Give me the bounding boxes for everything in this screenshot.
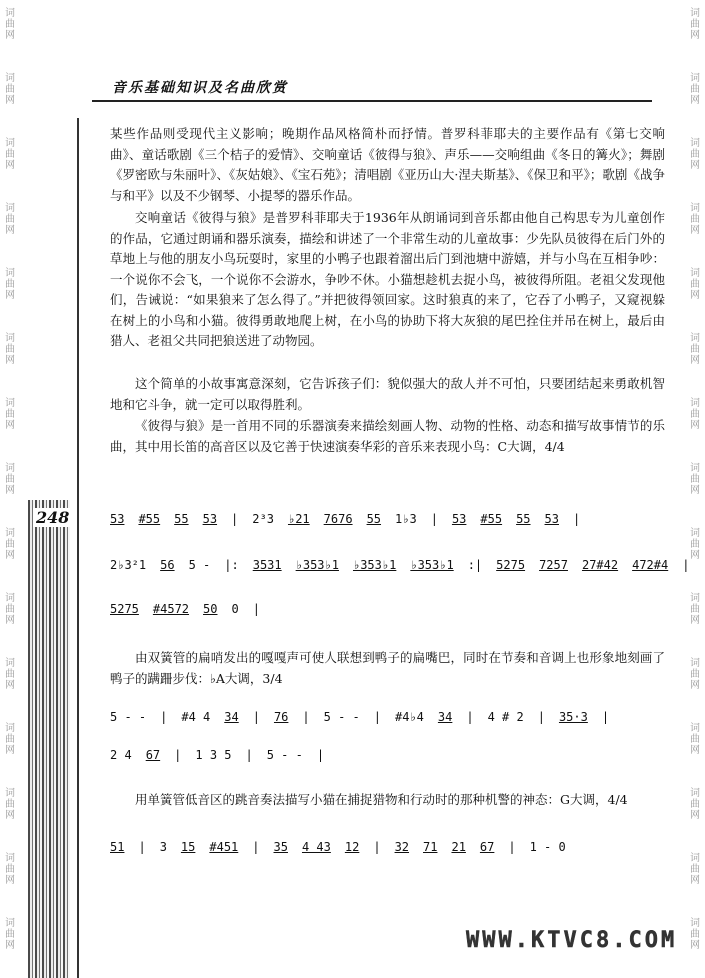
watermark-char: 词 — [5, 398, 15, 409]
watermark-char: 网 — [690, 95, 700, 106]
note-group: 34 — [437, 710, 453, 724]
watermark-char: 曲 — [5, 474, 15, 485]
watermark-char: 词 — [690, 788, 700, 799]
watermark-char: 曲 — [690, 864, 700, 875]
watermark-char: 词 — [5, 593, 15, 604]
bar-line: | — [138, 840, 146, 854]
score-cat-row-1 — [110, 840, 580, 854]
watermark-char: 曲 — [5, 799, 15, 810]
watermark-char: 词 — [5, 73, 15, 84]
watermark-char: 网 — [5, 875, 15, 886]
watermark-char: 曲 — [690, 19, 700, 30]
watermark-char: 词 — [690, 333, 700, 344]
watermark-group — [685, 918, 705, 951]
watermark-char: 词 — [690, 398, 700, 409]
note-group: 1 - 0 — [529, 840, 566, 854]
paragraph-4: 《彼得与狼》是一首用不同的乐器演奏来描绘刻画人物、动物的性格、动态和描写故事情节的乐曲，其中用长笛的高音区以及它善于快速演奏华彩的音乐来表现小鸟：C大调，4/4 — [110, 418, 665, 454]
note-group: 5 - - — [110, 710, 147, 724]
watermark-char: 网 — [5, 550, 15, 561]
note-group: 2♭3²1 — [110, 558, 147, 572]
watermark-char: 曲 — [5, 19, 15, 30]
watermark-group — [685, 268, 705, 301]
watermark-group — [685, 723, 705, 756]
watermark-char: 网 — [5, 745, 15, 756]
note-group: 1♭3 — [395, 512, 417, 526]
watermark-char: 词 — [5, 918, 15, 929]
watermark-char: 网 — [690, 160, 700, 171]
note-group: 53 — [544, 512, 559, 526]
watermark-char: 词 — [690, 528, 700, 539]
watermark-char: 网 — [5, 355, 15, 366]
watermark-group — [0, 73, 20, 106]
watermark-char: 网 — [5, 615, 15, 626]
bar-line: | — [373, 840, 381, 854]
watermark-char: 曲 — [5, 734, 15, 745]
watermark-char: 曲 — [690, 539, 700, 550]
watermark-char: 曲 — [5, 864, 15, 875]
score-bird-row-2 — [110, 558, 703, 572]
watermark-char: 网 — [690, 745, 700, 756]
paragraph-cat: 用单簧管低音区的跳音奏法描写小猫在捕捉猎物和行动时的那种机警的神态：G大调，4/4 — [135, 792, 628, 807]
watermark-char: 网 — [690, 940, 700, 951]
bar-line: | — [508, 840, 516, 854]
watermark-group — [685, 333, 705, 366]
paragraph-2: 交响童话《彼得与狼》是普罗科菲耶夫于1936年从朗诵词到音乐都由他自己构思专为儿童创作的作品，它通过朗诵和器乐演奏，描绘和讲述了一个非常生动的儿童故事：少先队员彼得在后门外的草地上与他的朋友小鸟玩耍时，家里的小鸭子也跟着溜出后门到池塘中游嬉，并与小鸟在互相争吵：一个说你不会飞，一个说你不会游水，争吵不休。小猫想趁机去捉小鸟，被彼得所阻。老祖父发现他们，告诫说：“如果狼来了怎么得了。”并把彼得领回家。这时狼真的来了，它吞了小鸭子，又窥视躲在树上的小鸟和小猫。彼得勇敢地爬上树，在小鸟的协助下将大灰狼的尾巴拴住并吊在树上，最后由猎人、老祖父共同把狼送进了动物园。 — [110, 210, 665, 348]
watermark-char: 曲 — [5, 214, 15, 225]
watermark-char: 曲 — [5, 149, 15, 160]
score-duck-row-2 — [110, 748, 338, 762]
note-group: 12 — [344, 840, 360, 854]
watermark-group — [0, 593, 20, 626]
footer-logo: WWW.KTVC8.COM — [466, 928, 678, 953]
bar-line: | — [252, 602, 260, 616]
watermark-char: 网 — [5, 680, 15, 691]
watermark-group — [685, 788, 705, 821]
paragraph-duck: 由双簧管的扁哨发出的嘎嘎声可使人联想到鸭子的扁嘴巴，同时在节奏和音调上也形象地刻画了鸭子的蹒跚步伐：♭A大调，3/4 — [110, 650, 665, 686]
note-group: 3 — [159, 840, 167, 854]
watermark-char: 网 — [690, 290, 700, 301]
watermark-group — [0, 918, 20, 951]
watermark-char: 词 — [690, 723, 700, 734]
note-group: 53 — [451, 512, 467, 526]
note-group: 7257 — [539, 558, 568, 572]
watermark-char: 网 — [5, 940, 15, 951]
watermark-char: 网 — [5, 485, 15, 496]
watermark-char: 曲 — [690, 929, 700, 940]
scan-edge-band — [28, 500, 70, 978]
watermark-char: 网 — [5, 810, 15, 821]
note-group: 2 4 — [110, 748, 132, 762]
margin-rule — [77, 118, 79, 978]
note-group: 4 43 — [301, 840, 331, 854]
watermark-char: 词 — [5, 268, 15, 279]
watermark-char: 网 — [690, 30, 700, 41]
watermark-char: 曲 — [5, 604, 15, 615]
bar-line: :| — [467, 558, 483, 572]
bar-line: | — [572, 512, 581, 526]
watermark-group — [0, 658, 20, 691]
note-group: ♭21 — [287, 512, 310, 526]
watermark-group — [685, 528, 705, 561]
watermark-char: 曲 — [5, 539, 15, 550]
watermark-char: 词 — [5, 853, 15, 864]
watermark-char: 网 — [690, 485, 700, 496]
watermark-group — [0, 528, 20, 561]
watermark-char: 词 — [690, 203, 700, 214]
watermark-char: 词 — [5, 528, 15, 539]
note-group: 55 — [516, 512, 531, 526]
bar-line: | — [174, 748, 182, 762]
watermark-group — [0, 203, 20, 236]
watermark-char: 曲 — [5, 344, 15, 355]
watermark-char: 词 — [5, 463, 15, 474]
watermark-char: 曲 — [690, 734, 700, 745]
watermark-char: 曲 — [690, 799, 700, 810]
watermark-group — [685, 73, 705, 106]
watermark-char: 曲 — [690, 344, 700, 355]
note-group: 32 — [394, 840, 410, 854]
watermark-char: 网 — [5, 160, 15, 171]
watermark-char: 词 — [690, 658, 700, 669]
left-watermark-strip — [0, 0, 20, 978]
header-title: 音乐基础知识及名曲欣赏 — [112, 80, 288, 96]
note-group: 3531 — [252, 558, 282, 572]
watermark-char: 网 — [690, 615, 700, 626]
bar-line: | — [245, 748, 253, 762]
watermark-char: 词 — [690, 593, 700, 604]
watermark-group — [685, 658, 705, 691]
note-group: #55 — [480, 512, 503, 526]
note-group: 56 — [160, 558, 175, 572]
watermark-char: 网 — [690, 420, 700, 431]
note-group: #4♭4 — [395, 710, 424, 724]
note-group: #4 4 — [181, 710, 211, 724]
note-group: 55 — [174, 512, 189, 526]
watermark-char: 词 — [5, 8, 15, 19]
header-rule — [92, 100, 652, 102]
watermark-group — [0, 853, 20, 886]
score-duck-row-1 — [110, 710, 623, 724]
watermark-group — [0, 398, 20, 431]
watermark-char: 网 — [5, 95, 15, 106]
watermark-group — [685, 8, 705, 41]
watermark-char: 网 — [690, 550, 700, 561]
watermark-char: 曲 — [690, 279, 700, 290]
watermark-char: 词 — [5, 203, 15, 214]
watermark-char: 词 — [690, 853, 700, 864]
watermark-group — [0, 723, 20, 756]
watermark-group — [685, 398, 705, 431]
note-group: #451 — [209, 840, 239, 854]
watermark-char: 网 — [5, 30, 15, 41]
watermark-char: 词 — [690, 268, 700, 279]
watermark-char: 曲 — [690, 669, 700, 680]
note-group: 76 — [273, 710, 289, 724]
watermark-char: 词 — [5, 723, 15, 734]
bar-line: | — [466, 710, 474, 724]
bar-line: | — [537, 710, 545, 724]
watermark-char: 曲 — [5, 279, 15, 290]
note-group: 472#4 — [632, 558, 669, 572]
watermark-char: 网 — [5, 225, 15, 236]
watermark-group — [0, 138, 20, 171]
note-group: 5275 — [496, 558, 526, 572]
watermark-char: 曲 — [690, 409, 700, 420]
watermark-char: 网 — [690, 225, 700, 236]
note-group: 21 — [451, 840, 466, 854]
watermark-group — [685, 203, 705, 236]
watermark-char: 词 — [690, 918, 700, 929]
bar-line: | — [252, 710, 260, 724]
score-bird-row-1 — [110, 512, 594, 526]
bar-line: | — [231, 512, 239, 526]
watermark-char: 曲 — [690, 604, 700, 615]
watermark-group — [0, 268, 20, 301]
watermark-char: 网 — [5, 290, 15, 301]
watermark-group — [0, 463, 20, 496]
watermark-char: 词 — [690, 463, 700, 474]
note-group: 2³3 — [252, 512, 274, 526]
note-group: 35 — [273, 840, 288, 854]
note-group: 7676 — [323, 512, 353, 526]
note-group: ♭353♭1 — [352, 558, 397, 572]
bar-line: |: — [224, 558, 239, 572]
note-group: 5 - - — [323, 710, 360, 724]
bar-line: | — [252, 840, 260, 854]
note-group: ♭353♭1 — [410, 558, 454, 572]
watermark-group — [685, 853, 705, 886]
note-group: #55 — [138, 512, 161, 526]
watermark-char: 曲 — [690, 84, 700, 95]
watermark-char: 词 — [690, 8, 700, 19]
watermark-group — [0, 788, 20, 821]
note-group: 27#42 — [581, 558, 619, 572]
note-group: 67 — [145, 748, 161, 762]
watermark-group — [0, 8, 20, 41]
note-group: 53 — [202, 512, 218, 526]
note-group: ♭353♭1 — [295, 558, 339, 572]
note-group: 15 — [180, 840, 196, 854]
note-group: 55 — [366, 512, 382, 526]
watermark-group — [0, 333, 20, 366]
watermark-char: 词 — [5, 333, 15, 344]
bar-line: | — [430, 512, 438, 526]
watermark-char: 词 — [5, 788, 15, 799]
watermark-char: 网 — [690, 680, 700, 691]
watermark-char: 网 — [5, 420, 15, 431]
note-group: 51 — [110, 840, 125, 854]
watermark-char: 网 — [690, 810, 700, 821]
watermark-char: 网 — [690, 875, 700, 886]
note-group: 34 — [224, 710, 239, 724]
watermark-char: 词 — [5, 658, 15, 669]
note-group: 67 — [479, 840, 495, 854]
watermark-char: 词 — [5, 138, 15, 149]
watermark-group — [685, 593, 705, 626]
note-group: 71 — [423, 840, 438, 854]
watermark-group — [685, 463, 705, 496]
bar-line: | — [316, 748, 325, 762]
note-group: 5 - - — [266, 748, 303, 762]
note-group: 4 # 2 — [487, 710, 524, 724]
watermark-group — [685, 138, 705, 171]
watermark-char: 曲 — [690, 474, 700, 485]
right-watermark-strip — [685, 0, 705, 978]
note-group: #4572 — [152, 602, 190, 616]
watermark-char: 网 — [690, 355, 700, 366]
paragraph-3: 这个简单的小故事寓意深刻，它告诉孩子们：貌似强大的敌人并不可怕，只要团结起来勇敢机智地和它斗争，就一定可以取得胜利。 — [110, 376, 665, 412]
bar-line: | — [302, 710, 310, 724]
watermark-char: 曲 — [5, 669, 15, 680]
note-group: 1 3 5 — [195, 748, 232, 762]
note-group: 50 — [203, 602, 218, 616]
watermark-char: 曲 — [5, 929, 15, 940]
watermark-char: 曲 — [5, 84, 15, 95]
watermark-char: 曲 — [690, 214, 700, 225]
note-group: 5275 — [110, 602, 139, 616]
note-group: 0 — [231, 602, 239, 616]
bar-line: | — [601, 710, 610, 724]
bar-line: | — [160, 710, 168, 724]
paragraph-1: 某些作品则受现代主义影响；晚期作品风格简朴而抒情。普罗科菲耶夫的主要作品有《第七交响曲》、童话歌剧《三个桔子的爱情》、交响童话《彼得与狼》、声乐——交响组曲《冬日的篝火》；舞剧《罗密欧与朱丽叶》、《灰姑娘》、《宝石苑》；清唱剧《亚历山大·涅夫斯基》、《保卫和平》；歌剧《战争与和平》以及不少钢琴、小提琴的器乐作品。 — [110, 126, 665, 203]
watermark-char: 词 — [690, 73, 700, 84]
watermark-char: 曲 — [690, 149, 700, 160]
bar-line: | — [373, 710, 381, 724]
watermark-char: 曲 — [5, 409, 15, 420]
note-group: 53 — [110, 512, 125, 526]
note-group: 35·3 — [558, 710, 588, 724]
watermark-char: 词 — [690, 138, 700, 149]
score-bird-row-3 — [110, 602, 274, 616]
page-number: 248 — [33, 508, 72, 527]
note-group: 5 - — [188, 558, 211, 572]
bar-line: | — [682, 558, 690, 572]
